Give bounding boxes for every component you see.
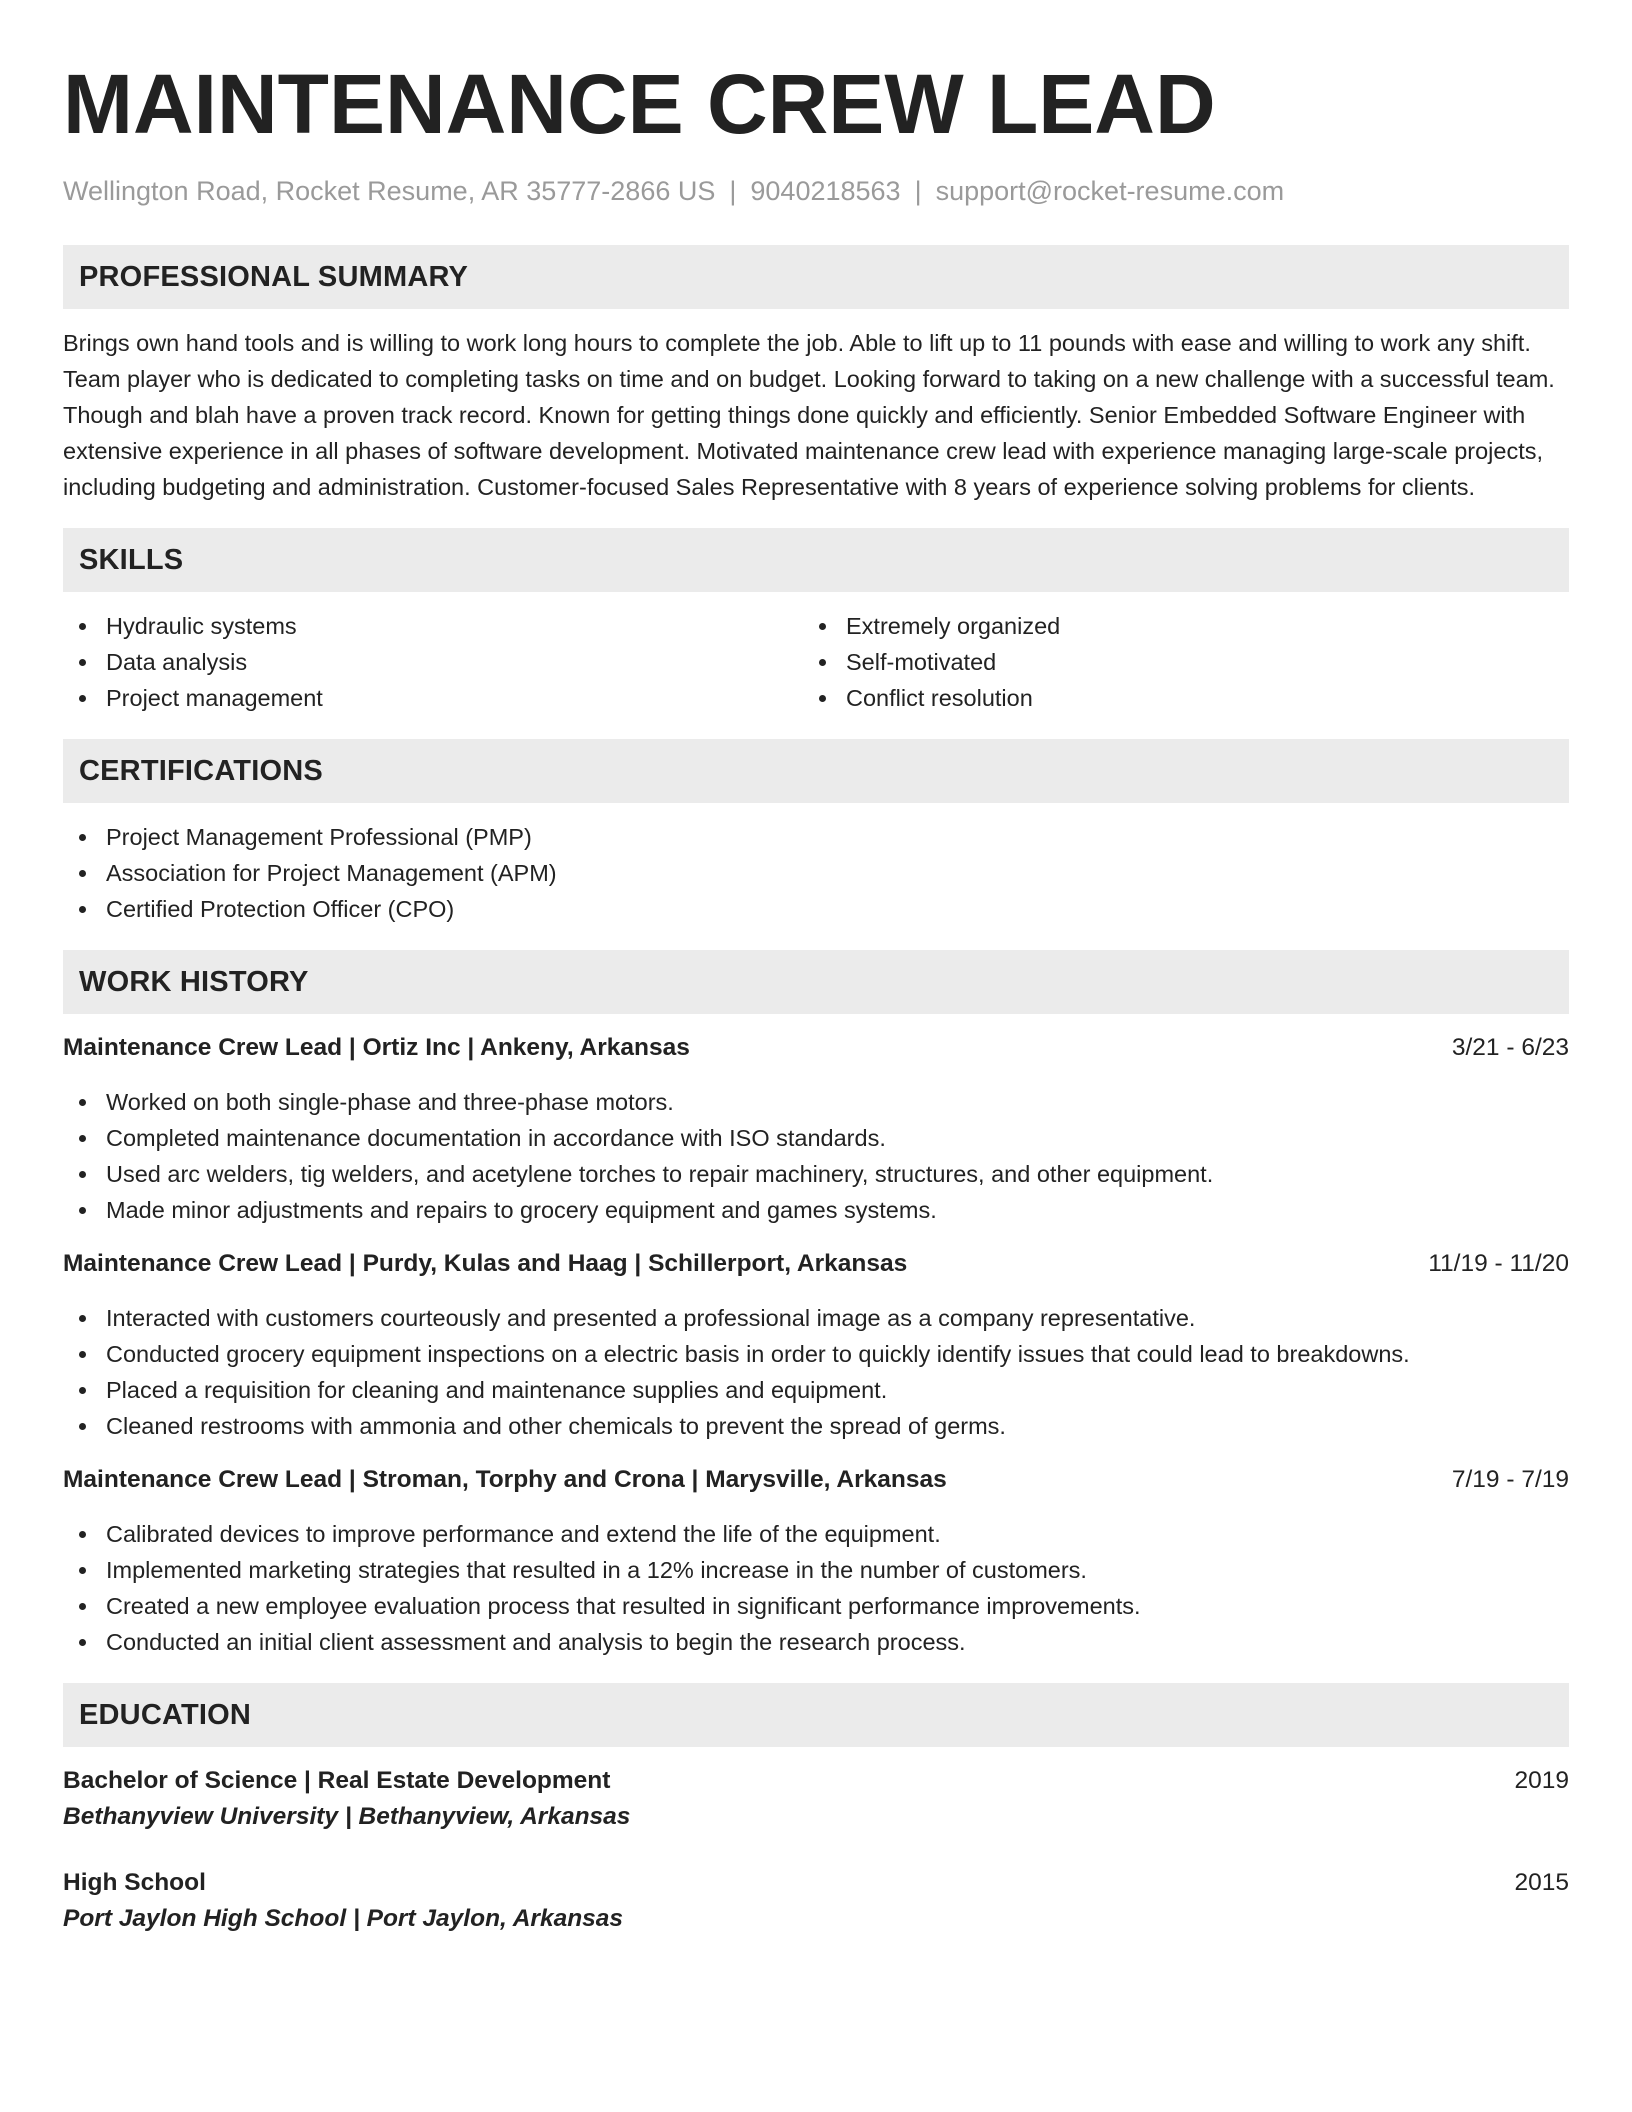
list-item: Placed a requisition for cleaning and maintenance supplies and equipment.	[63, 1372, 1569, 1408]
list-item: Conflict resolution	[803, 680, 1543, 716]
list-item: Conducted an initial client assessment and analysis to begin the research process.	[63, 1624, 1569, 1660]
education-entry	[63, 1763, 1569, 1835]
contact-separator: |	[914, 176, 922, 206]
job-header	[63, 1462, 1569, 1498]
education-header	[63, 1865, 1569, 1901]
list-item: Association for Project Management (APM)	[63, 855, 1569, 891]
job-bullets	[63, 1084, 1569, 1228]
list-item: Implemented marketing strategies that resulted in a 12% increase in the number of customers.	[63, 1552, 1569, 1588]
list-item: Self-motivated	[803, 644, 1543, 680]
list-item: Project Management Professional (PMP)	[63, 819, 1569, 855]
list-item: Extremely organized	[803, 608, 1543, 644]
job-header	[63, 1246, 1569, 1282]
job-dates: 7/19 - 7/19	[1451, 1466, 1569, 1493]
education-section	[63, 1683, 1569, 1937]
list-item: Made minor adjustments and repairs to grocery equipment and games systems.	[63, 1192, 1569, 1228]
education-degree: High School	[63, 1869, 206, 1896]
list-item: Project management	[63, 680, 803, 716]
skills-section	[63, 528, 1569, 716]
work-history-section	[63, 950, 1569, 1660]
education-year: 2015	[1514, 1869, 1569, 1896]
list-item: Conducted grocery equipment inspections on a electric basis in order to quickly identify issues that could lead to breakdowns.	[63, 1336, 1569, 1372]
job-dates: 11/19 - 11/20	[1428, 1250, 1569, 1277]
job-bullets	[63, 1516, 1569, 1660]
list-item: Used arc welders, tig welders, and acetylene torches to repair machinery, structures, and other equipment.	[63, 1156, 1569, 1192]
certifications-heading: CERTIFICATIONS	[63, 739, 1569, 803]
job-dates: 3/21 - 6/23	[1451, 1034, 1569, 1061]
skills-columns	[63, 608, 1569, 716]
list-item: Worked on both single-phase and three-phase motors.	[63, 1084, 1569, 1120]
education-school: Bethanyview University | Bethanyview, Arkansas	[63, 1803, 631, 1830]
list-item: Interacted with customers courteously and presented a professional image as a company representative.	[63, 1300, 1569, 1336]
summary-section	[63, 245, 1569, 505]
job-bullets	[63, 1300, 1569, 1444]
list-item: Calibrated devices to improve performance and extend the life of the equipment.	[63, 1516, 1569, 1552]
education-entry	[63, 1865, 1569, 1937]
list-item: Created a new employee evaluation process that resulted in significant performance improvements.	[63, 1588, 1569, 1624]
skills-heading: SKILLS	[63, 528, 1569, 592]
contact-line	[63, 174, 1569, 208]
certifications-section	[63, 739, 1569, 927]
education-header	[63, 1763, 1569, 1799]
education-year: 2019	[1514, 1767, 1569, 1794]
skills-list-left	[63, 608, 803, 716]
education-heading: EDUCATION	[63, 1683, 1569, 1747]
list-item: Certified Protection Officer (CPO)	[63, 891, 1569, 927]
summary-heading: PROFESSIONAL SUMMARY	[63, 245, 1569, 309]
job-entry	[63, 1246, 1569, 1444]
work-history-heading: WORK HISTORY	[63, 950, 1569, 1014]
contact-address: Wellington Road, Rocket Resume, AR 35777-2866 US	[63, 176, 716, 206]
education-school: Port Jaylon High School | Port Jaylon, Arkansas	[63, 1905, 624, 1932]
list-item: Cleaned restrooms with ammonia and other chemicals to prevent the spread of germs.	[63, 1408, 1569, 1444]
job-header	[63, 1030, 1569, 1066]
job-title: Maintenance Crew Lead | Stroman, Torphy and Crona | Marysville, Arkansas	[63, 1466, 947, 1493]
job-entry	[63, 1030, 1569, 1228]
contact-separator: |	[729, 176, 737, 206]
job-entry	[63, 1462, 1569, 1660]
certifications-list	[63, 819, 1569, 927]
job-title: Maintenance Crew Lead | Purdy, Kulas and Haag | Schillerport, Arkansas	[63, 1250, 908, 1277]
job-title: Maintenance Crew Lead | Ortiz Inc | Ankeny, Arkansas	[63, 1034, 690, 1061]
contact-phone: 9040218563	[750, 176, 901, 206]
list-item: Completed maintenance documentation in accordance with ISO standards.	[63, 1120, 1569, 1156]
candidate-name: MAINTENANCE CREW LEAD	[63, 57, 1216, 151]
skills-list-right	[803, 608, 1543, 716]
contact-email[interactable]: support@rocket-resume.com	[935, 176, 1285, 206]
list-item: Data analysis	[63, 644, 803, 680]
list-item: Hydraulic systems	[63, 608, 803, 644]
summary-text: Brings own hand tools and is willing to work long hours to complete the job. Able to lift up to 11 pounds with ease and willing to work any shift. Team player who is dedicated to completing tasks on time and on budget. Looking forward to taking on a new challenge with a successful team. Though and blah have a proven track record. Known for getting things done quickly and efficiently. Senior Embedded Software Engineer with extensive experience in all phases of software development. Motivated maintenance crew lead with experience managing large-scale projects, including budgeting and administration. Customer-focused Sales Representative with 8 years of experience solving problems for clients.	[63, 330, 1555, 500]
education-degree: Bachelor of Science | Real Estate Development	[63, 1767, 611, 1794]
